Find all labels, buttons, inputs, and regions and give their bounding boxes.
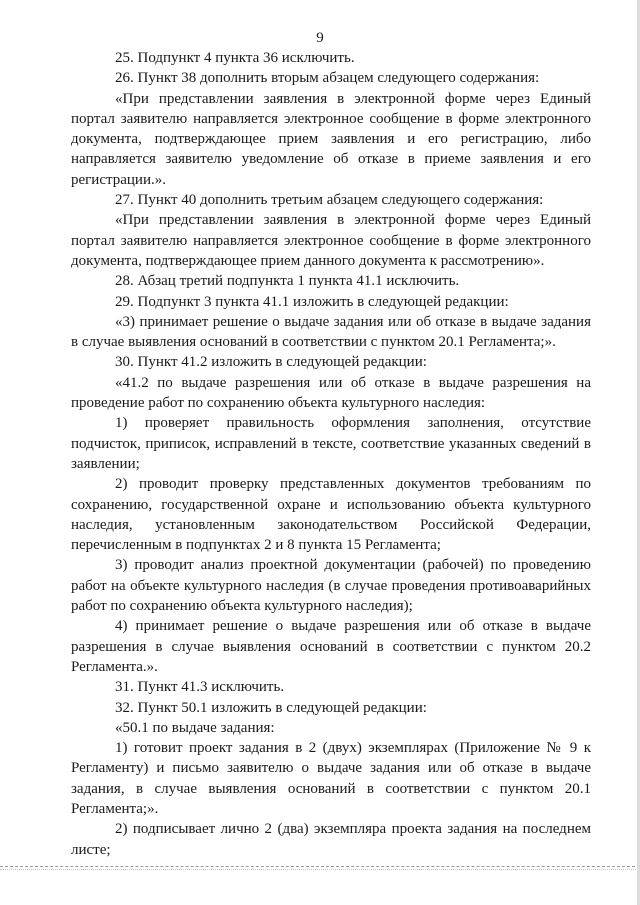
paragraph-quote-41-2: «41.2 по выдаче разрешения или об отказе в выдаче разрешения на проведение работ по сохранению объекта культурного наследия: <box>71 374 591 412</box>
paragraph-sub-3: 3) проводит анализ проектной документации (рабочей) по проведению работ на объекте культурного наследия (в случае проведения противоаварийных работ по сохранению объекта культурного наследия); <box>71 557 591 615</box>
paragraph-item-29: 29. Подпункт 3 пункта 41.1 изложить в следующей редакции: <box>115 293 509 310</box>
paragraph-item-31: 31. Пункт 41.3 исключить. <box>115 679 285 696</box>
paragraph-sub-2-task: 2) подписывает лично 2 (два) экземпляра проекта задания на последнем листе; <box>71 821 591 858</box>
paragraph-item-32: 32. Пункт 50.1 изложить в следующей редакции: <box>115 699 427 716</box>
page-number: 9 <box>316 30 324 46</box>
paragraph-quote-38: «При представлении заявления в электронной форме через Единый портал заявителю направляется электронное сообщение в форме электронного документа, подтверждающее прием заявления и его регистрацию, либо направляется заявителю уведомление об отказе в приеме заявления и его регистрации.». <box>71 90 591 188</box>
paragraph-sub-2: 2) проводит проверку представленных документов требованиям по сохранению, государственной охране и использованию объекта культурного наследия, установленным законодательством Российской Федерации, перечисленным в подпунктах 2 и 8 пункта 15 Регламента; <box>71 476 591 554</box>
scan-divider-line <box>0 866 640 867</box>
paragraph-quote-50-1: «50.1 по выдаче задания: <box>115 719 275 736</box>
document-body <box>71 48 591 860</box>
paragraph-quote-40: «При представлении заявления в электронной форме через Единый портал заявителю направляется электронное сообщение в форме электронного документа, подтверждающее прием данного документа к рассмотрению». <box>71 212 591 269</box>
paragraph-sub-4: 4) принимает решение о выдаче разрешения или об отказе в выдаче разрешения в случае выявления оснований в соответствии с пунктом 20.2 Регламента.». <box>71 618 591 675</box>
paragraph-quote-41-1: «3) принимает решение о выдаче задания или об отказе в выдаче задания в случае выявления оснований в соответствии с пунктом 20.1 Регламента;». <box>71 313 591 351</box>
scan-divider-line-faint <box>0 869 640 870</box>
paragraph-item-30: 30. Пункт 41.2 изложить в следующей редакции: <box>115 354 427 371</box>
paragraph-item-27: 27. Пункт 40 дополнить третьим абзацем следующего содержания: <box>115 192 544 209</box>
paragraph-sub-1: 1) проверяет правильность оформления заполнения, отсутствие подчисток, приписок, исправлений в тексте, соответствие указанных сведений в заявлении; <box>71 415 591 472</box>
paragraph-sub-1-task: 1) готовит проект задания в 2 (двух) экземплярах (Приложение № 9 к Регламенту) и письмо заявителю о выдаче задания или об отказе в выдаче задания, в случае выявления оснований в соответствии с пунктом 20.1 Регламента;». <box>71 740 591 817</box>
paragraph-item-28: 28. Абзац третий подпункта 1 пункта 41.1 исключить. <box>115 273 460 290</box>
paragraph-item-25: 25. Подпункт 4 пункта 36 исключить. <box>115 50 355 66</box>
paragraph-item-26: 26. Пункт 38 дополнить вторым абзацем следующего содержания: <box>115 70 540 87</box>
